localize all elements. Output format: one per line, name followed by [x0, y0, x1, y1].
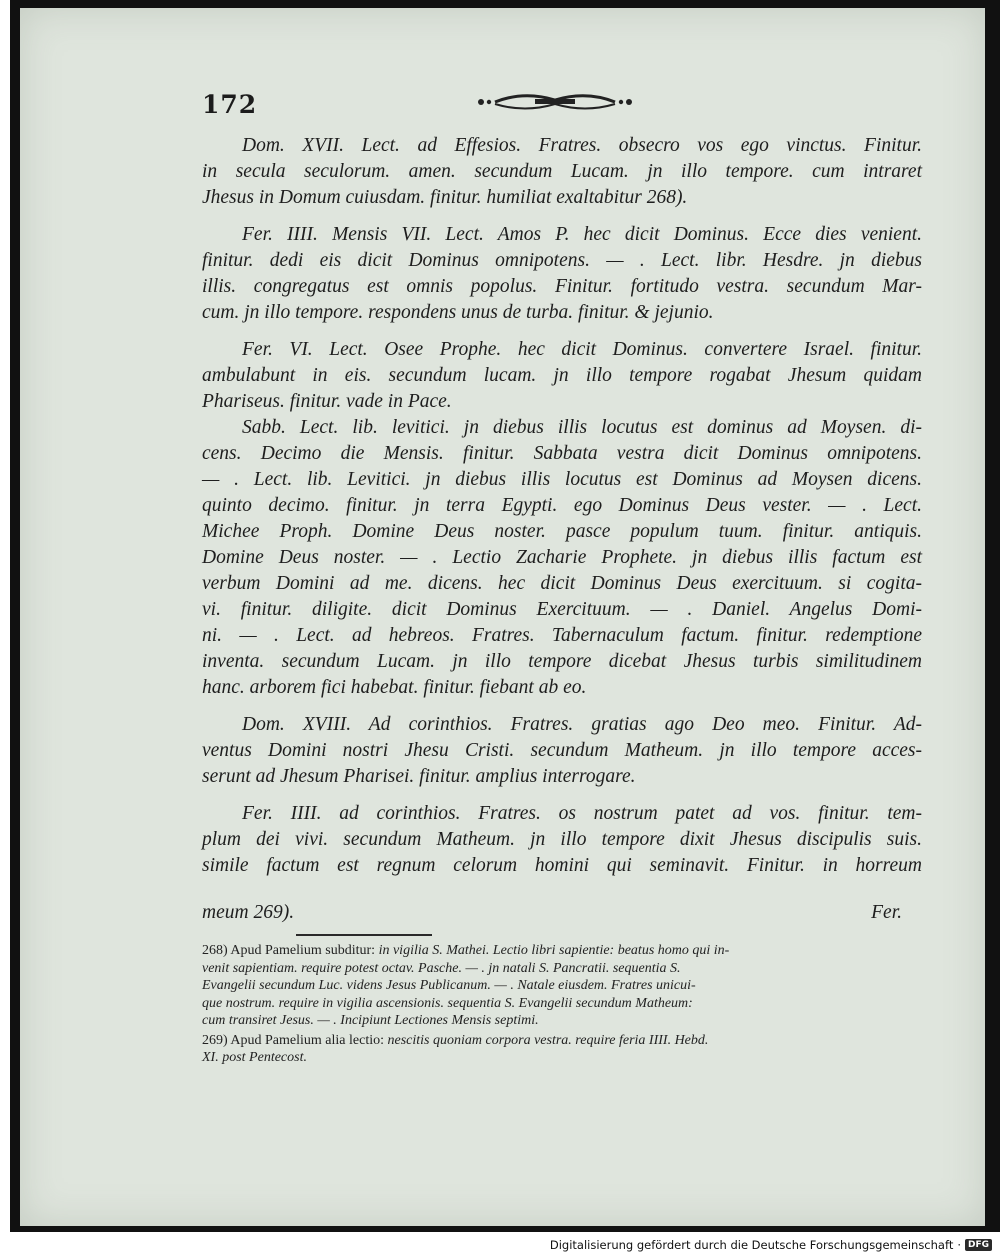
footnotes: [202, 942, 922, 1069]
paragraph-fer-iiii: [202, 222, 922, 326]
separator-dot: ·: [957, 1238, 961, 1252]
footnote-lead: Apud Pamelium subditur:: [230, 943, 376, 958]
text-line: ambulabunt in eis. secundum lucam. jn illo tempore rogabat Jhesum quidam: [202, 365, 922, 386]
text-line: — . Lect. lib. Levitici. jn diebus illis locutus est Dominus ad Moysen dicens.: [202, 469, 922, 490]
footnote-text: cum transiret Jesus. — . Incipiunt Lectiones Mensis septimi.: [202, 1013, 539, 1028]
text-line: simile factum est regnum celorum homini qui seminavit. Finitur. in horreum: [202, 855, 922, 876]
text-line: plum dei vivi. secundum Matheum. jn illo tempore dixit Jhesus discipulis suis.: [202, 829, 922, 850]
text-line: Michee Proph. Domine Deus noster. pasce populum tuum. finitur. antiquis.: [202, 521, 922, 542]
footnote-marker: 268): [202, 943, 228, 958]
text-line: Fer. VI. Lect. Osee Prophe. hec dicit Dominus. convertere Israel. finitur.: [242, 339, 922, 360]
text-line: serunt ad Jhesum Pharisei. finitur. amplius interrogare.: [202, 766, 636, 787]
footnote-268: [202, 942, 922, 1030]
footnote-text: venit sapientiam. require potest octav. Pasche. — . jn natali S. Pancratii. sequentia S.: [202, 960, 681, 976]
paragraph-fer-vi: [202, 337, 922, 415]
last-line: [202, 902, 902, 928]
catchword: Fer.: [871, 902, 902, 923]
text-line: Dom. XVII. Lect. ad Effesios. Fratres. obsecro vos ego vinctus. Finitur.: [242, 135, 922, 156]
paragraph-dom-xviii: [202, 712, 922, 790]
main-text: [202, 133, 922, 879]
ornament-divider: [475, 90, 635, 114]
text-line: cum. jn illo tempore. respondens unus de turba. finitur. & jejunio.: [202, 302, 714, 323]
text-line: Sabb. Lect. lib. levitici. jn diebus illis locutus est dominus ad Moysen. di-: [242, 417, 922, 438]
text-line: in secula seculorum. amen. secundum Lucam. jn illo tempore. cum intraret: [202, 161, 922, 182]
text-line: Domine Deus noster. — . Lectio Zacharie Prophete. jn diebus illis factum est: [202, 547, 922, 568]
text-line: illis. congregatus est omnis popolus. Finitur. fortitudo vestra. secundum Mar-: [202, 276, 922, 297]
text-line: meum 269).: [202, 902, 295, 923]
footnote-text: nescitis quoniam corpora vestra. require feria IIII. Hebd.: [387, 1032, 709, 1048]
footnote-marker: 269): [202, 1032, 228, 1048]
paragraph-dom-xvii: [202, 133, 922, 211]
text-line: Fer. IIII. Mensis VII. Lect. Amos P. hec dicit Dominus. Ecce dies venient.: [242, 224, 922, 245]
text-line: Phariseus. finitur. vade in Pace.: [202, 391, 452, 412]
text-line: inventa. secundum Lucam. jn illo tempore dicebat Jhesus turbis similitudinem: [202, 651, 922, 672]
paragraph-fer-iiii-corinthios: [202, 801, 922, 879]
footnote-text: XI. post Pentecost.: [202, 1050, 307, 1065]
text-line: quinto decimo. finitur. jn terra Egypti. ego Dominus Deus vester. — . Lect.: [202, 495, 922, 516]
text-line: Dom. XVIII. Ad corinthios. Fratres. gratias ago Deo meo. Finitur. Ad-: [242, 714, 922, 735]
footnote-rule: [296, 934, 432, 936]
page-number: 172: [202, 90, 258, 119]
footnote-text: in vigilia S. Mathei. Lectio libri sapientie: beatus homo qui in-: [378, 943, 730, 958]
footnote-text: que nostrum. require in vigilia ascensionis. sequentia S. Evangelii secundum Matheum:: [202, 995, 693, 1011]
footnote-text: Evangelii secundum Luc. videns Jesus Publicanum. — . Natale eiusdem. Fratres unicui-: [202, 978, 696, 993]
text-line: finitur. dedi eis dicit Dominus omnipotens. — . Lect. libr. Hesdre. jn diebus: [202, 250, 922, 271]
footnote-lead: Apud Pamelium alia lectio:: [230, 1032, 384, 1048]
text-line: verbum Domini ad me. dicens. hec dicit Dominus Deus exercituum. si cogita-: [202, 573, 922, 594]
dfg-logo: DFG: [965, 1239, 992, 1251]
text-line: Jhesus in Domum cuiusdam. finitur. humiliat exaltabitur 268).: [202, 187, 688, 208]
text-line: hanc. arborem fici habebat. finitur. fiebant ab eo.: [202, 677, 587, 698]
text-line: ventus Domini nostri Jhesu Cristi. secundum Matheum. jn illo tempore acces-: [202, 740, 922, 761]
text-line: vi. finitur. diligite. dicit Dominus Exercituum. — . Daniel. Angelus Domi-: [202, 599, 922, 620]
footer-credit: [550, 1238, 992, 1252]
text-line: cens. Decimo die Mensis. finitur. Sabbata vestra dicit Dominus omnipotens.: [202, 443, 922, 464]
text-line: Fer. IIII. ad corinthios. Fratres. os nostrum patet ad vos. finitur. tem-: [242, 803, 922, 824]
text-line: ni. — . Lect. ad hebreos. Fratres. Tabernaculum factum. finitur. redemptione: [202, 625, 922, 646]
footnote-269: [202, 1032, 922, 1067]
footer-text: Digitalisierung gefördert durch die Deutsche Forschungsgemeinschaft: [549, 1238, 954, 1252]
paragraph-sabb: [202, 415, 922, 701]
